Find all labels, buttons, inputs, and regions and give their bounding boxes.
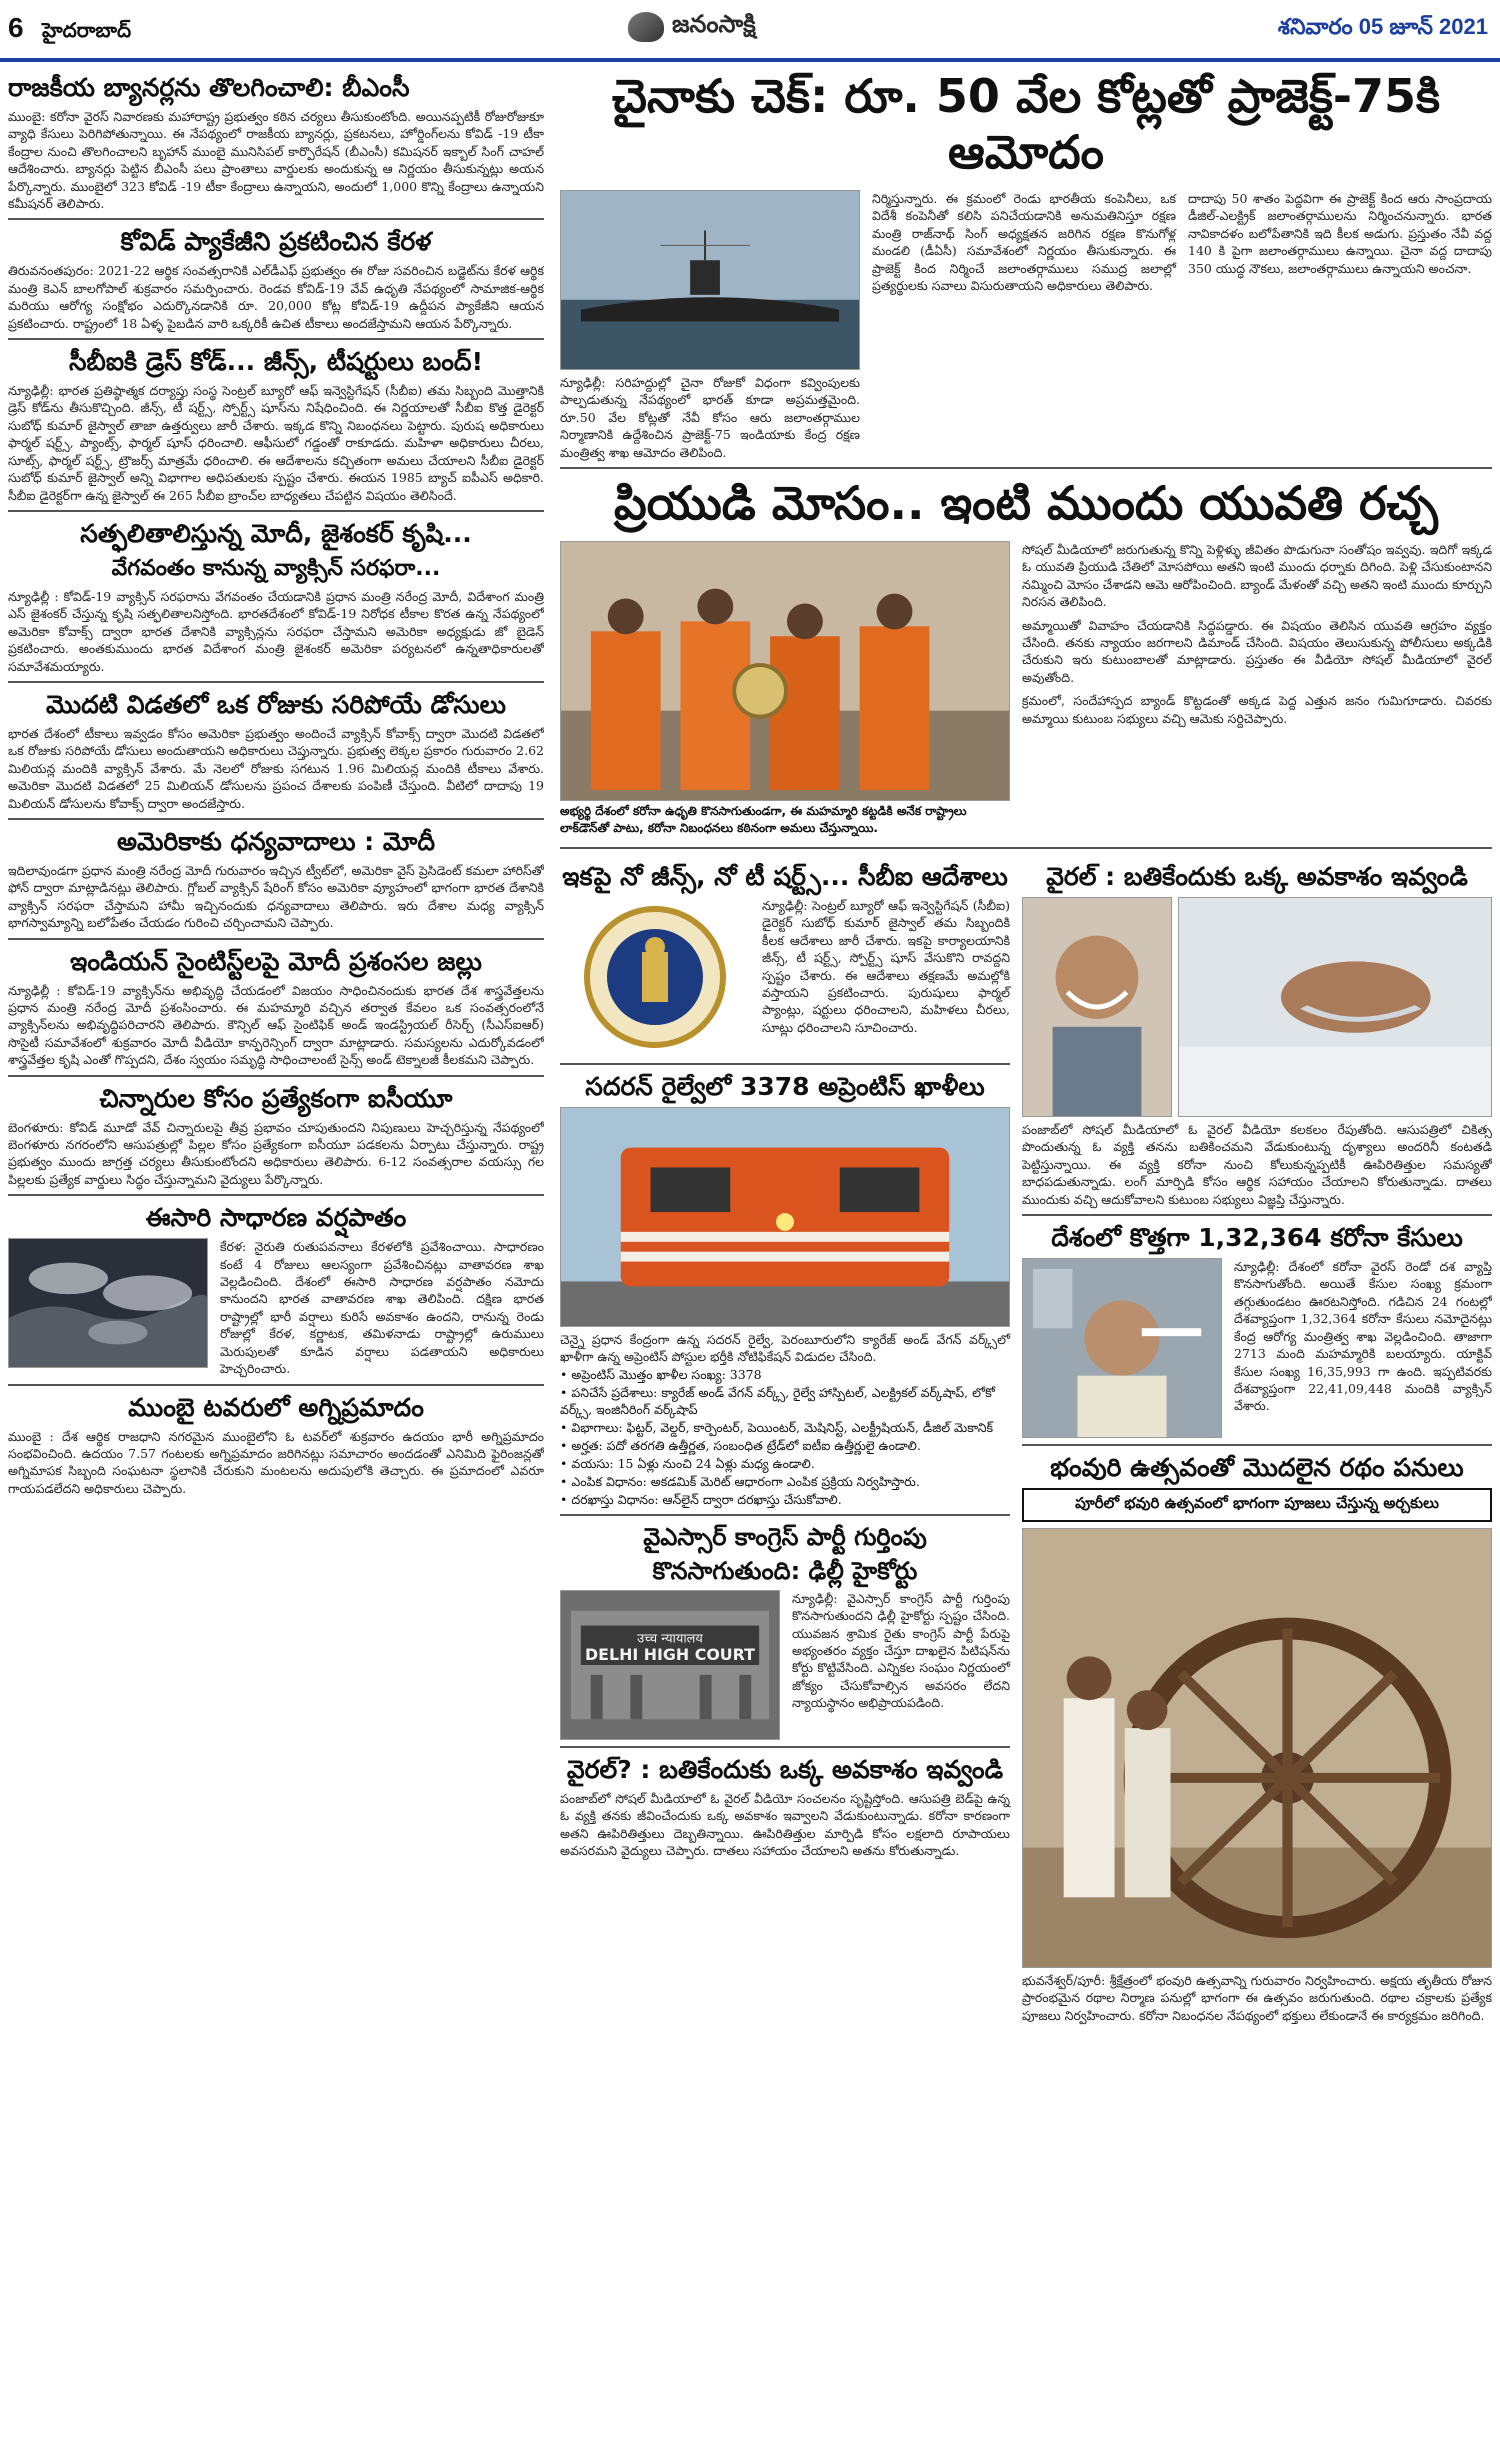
article-title: సదరన్ రైల్వేలో 3378 అప్రెంటిస్ ఖాళీలు — [585, 1072, 985, 1102]
section-name: హైదరాబాద్ — [42, 18, 132, 42]
article-title: రాజకీయ బ్యానర్లను తొలగించాలి: బీఎంసీ — [8, 73, 410, 102]
article-title: ఇండియన్ సైంటిస్ట్‌లపై మోదీ ప్రశంసల జల్లు — [70, 946, 482, 976]
photo-tagline: పూరీలో భవురి ఉత్సవంలో భాగంగా పూజలు చేస్తున్న అర్చకులు — [1022, 1488, 1492, 1522]
article-body: ఇదిలావుండగా ప్రధాన మంత్రి నరేంద్ర మోదీ గురువారం ఇచ్చిన ట్వీట్‌లో, అమెరికా వైస్ ప్రెసిడెంట్ కమలా హారిస్‌తో ఫోన్ ద్వారా మాట్లాడినట్లు తెలిపారు. గ్లోబల్ వ్యాక్సిన్ షేరింగ్ కోసం అమెరికా వ్యూహంలో భాగంగా భారత దేశానికి వ్యాక్సిన్ సరఫరా చేస్తామని హామీ ఇచ్చినందుకు ధన్యవాదాలు తెలిపారు. ఇరు దేశాల మధ్య వ్యాక్సిన్ భాగస్వామ్యాన్ని బలోపేతం చేయడం గురించి చర్చించామని చెప్పారు. — [8, 862, 544, 931]
article-title: మొదటి విడతలో ఒక రోజుకు సరిపోయే డోసులు — [46, 689, 506, 719]
lead-headline: చైనాకు చెక్: రూ. 50 వేల కోట్లతో ప్రాజెక్ట్-75కి ఆమోదం — [612, 69, 1440, 179]
article-body: న్యూఢిల్లీ : కోవిడ్-19 వ్యాక్సిన్‌ను అభివృద్ధి చేయడంలో విజయం సాధించినందుకు భారత దేశ శాస్త్రవేత్తలను ప్రధాన మంత్రి నరేంద్ర మోదీ ప్రశంసించారు. ఈ మహమ్మారి వచ్చిన తర్వాత కేవలం ఒక సంవత్సరంలోనే వ్యాక్సిన్‌లను అభివృద్ధిపరిచారని తెలిపారు. కౌన్సిల్ ఆఫ్ సైంటిఫిక్ అండ్ ఇండస్ట్రియల్ రీసెర్చ్ (సీఎస్ఐఆర్) సొసైటీ సమావేశంలో శుక్రవారం మోదీ వీడియో కాన్ఫరెన్సింగ్ ద్వారా మాట్లాడారు. సమస్యలను ఎదుర్కోవడంలో శాస్త్రవేత్తల కృషి ఎంతో గొప్పదని, దేశం స్వయం సమృద్ధి సాధించాలంటే సైన్స్ అండ్ టెక్నాలజీ కీలకమని చెప్పారు. — [8, 982, 544, 1068]
article-body: సోషల్ మీడియాలో జరుగుతున్న కొన్ని పెళ్లిళ్ళు జీవితం పొడుగునా సంతోషం ఇవ్వవు. ఇదిగో ఇక్కడ ఓ యువతి ప్రియుడి చేతిలో మోసపోయి అతని ఇంటి ముందు ధర్నాకు దిగింది. పెళ్లి చేసుకుంటానని నమ్మించి మోసం చేశాడని ఆమె ఆరోపించింది. బ్యాండ్ మేళంతో వచ్చి అతని ఇంటి ముందు కూర్చుని నిరసన తెలిపింది. — [1022, 542, 1492, 610]
page-number: 6 — [8, 12, 24, 43]
logo-emblem-icon — [628, 12, 664, 42]
list-item: • ఎంపిక విధానం: అకడమిక్ మెరిట్ ఆధారంగా ఎంపిక ప్రక్రియ నిర్వహిస్తారు. — [560, 1473, 920, 1489]
divider — [1022, 1444, 1492, 1446]
divider — [8, 1194, 544, 1196]
submarine-photo — [560, 190, 860, 370]
article-subtitle: కొనసాగుతుంది: ఢిల్లీ హైకోర్టు — [652, 1556, 918, 1585]
article-body: ముంబై : దేశ ఆర్థిక రాజధాని నగరమైన ముంబైలోని ఓ టవర్‌లో శుక్రవారం ఉదయం భారీ అగ్నిప్రమాదం సంభవించింది. ఉదయం 7.57 గంటలకు అగ్నిప్రమాదం జరిగినట్లు సమాచారం అందడంతో ఎనిమిది ఫైరింజన్లతో అగ్నిమాపక సిబ్బంది సంఘటనా స్థలానికి చేరుకుని మంటలను అదుపులోకి తెచ్చారు. ఈ ప్రమాదంలో ఎవరూ గాయపడలేదని అధికారులు చెప్పారు. — [8, 1428, 544, 1496]
newspaper-logo — [628, 10, 756, 44]
article-body: కేరళ: నైరుతి రుతుపవనాలు కేరళలోకి ప్రవేశించాయి. సాధారణం కంటే 4 రోజులు ఆలస్యంగా ప్రవేశించినట్లు వాతావరణ శాఖ వెల్లడించింది. దేశంలో ఈసారి సాధారణ వర్షపాతం నమోదు కానుందని భారత వాతావరణ శాఖ తెలిపింది. దక్షిణ భారత రాష్ట్రాల్లో భారీ వర్షాలు కురిసే అవకాశం ఉందని, రానున్న రెండు రోజుల్లో కేరళ, కర్ణాటక, తమిళనాడు రాష్ట్రాల్లో ఉరుములు మెరుపులతో కూడిన వర్షాలు పడతాయని అధికారులు హెచ్చరించారు. — [220, 1239, 544, 1377]
article-body: దాదాపు 50 శాతం పెద్దవిగా ఈ ప్రాజెక్ట్ కింద ఆరు సాంప్రదాయ డీజిల్-ఎలక్ట్రిక్ జలాంతర్గాములను నిర్మించనున్నారు. భారత నావికాదళం బలోపేతానికి ఇది కీలక అడుగు. ప్రస్తుతం నేవీ వద్ద 140 కి పైగా జలాంతర్గాములు ఉన్నాయి. చైనా వద్ద దాదాపు 350 యుద్ధ నౌకలు, జలాంతర్గాములు ఉన్నాయని అంచనా. — [1188, 191, 1492, 276]
divider — [8, 338, 544, 340]
chariot-wheel-photo — [1022, 1528, 1492, 1968]
article-title: చిన్నారుల కోసం ప్రత్యేకంగా ఐసీయూ — [99, 1083, 453, 1113]
court-sign-english: DELHI HIGH COURT — [585, 1644, 755, 1664]
photo-caption: అభ్యర్థి దేశంలో కరోనా ఉధృతి కొనసాగుతుండగా, ఈ మహమ్మారి కట్టడికి అనేక రాష్ట్రాలు లాక్‌డౌన్‌తో పాటు, కరోనా నిబంధనలు కఠినంగా అమలు చేస్తున్నాయి. — [560, 804, 967, 836]
masthead — [0, 0, 1500, 56]
high-court-photo — [560, 1590, 780, 1740]
article-title: సీబీఐకి డ్రెస్ కోడ్... జీన్స్, టీషర్టులు బంద్! — [69, 347, 483, 377]
divider — [560, 847, 1492, 849]
issue-date: శనివారం 05 జూన్ 2021 — [1277, 14, 1488, 39]
divider — [8, 681, 544, 683]
article-body: న్యూఢిల్లీ: దేశంలో కరోనా వైరస్ రెండో దశ వ్యాప్తి కొనసాగుతోంది. అయితే కేసుల సంఖ్య క్రమంగా తగ్గుతుండటం ఊరటనిస్తోంది. గడిచిన 24 గంటల్లో దేశవ్యాప్తంగా 1,32,364 కరోనా కేసులు నమోదైనట్లు కేంద్ర ఆరోగ్య మంత్రిత్వ శాఖ వెల్లడించింది. తాజాగా 2713 మంది మహమ్మారికి బలయ్యారు. యాక్టివ్ కేసుల సంఖ్య 16,35,993 గా ఉంది. ఇప్పటివరకు దేశవ్యాప్తంగా 22,41,09,448 మందికి వ్యాక్సిన్ వేశారు. — [1234, 1259, 1492, 1414]
article-title: దేశంలో కొత్తగా 1,32,364 కరోనా కేసులు — [1051, 1223, 1463, 1253]
cbi-emblem-image — [560, 897, 750, 1057]
article-body: తిరువనంతపురం: 2021-22 ఆర్థిక సంవత్సరానికి ఎల్‌డీఎఫ్ ప్రభుత్వం ఈ రోజు సవరించిన బడ్జెట్‌ను కేరళ ఆర్థిక మంత్రి కెఎన్ బాలగోపాల్ శుక్రవారం సమర్పించారు. రెండవ కోవిడ్-19 వేవ్ ఉధృతి నేపథ్యంలో సామాజిక-ఆర్థిక మరియు ఆరోగ్య సంక్షోభం ఎదుర్కొనడానికి రూ. 20,000 కోట్ల కోవిడ్-19 ఉద్దీపన ప్యాకేజీని ఆయన ప్రకటించారు. రాష్ట్రంలో 18 ఏళ్ళ పైబడిన వారి ఒక్కరికీ ఉచిత టీకాలు అందజేస్తామని ఆయన పేర్కొన్నారు. — [8, 263, 544, 331]
article-body: న్యూఢిల్లీ : కోవిడ్-19 వ్యాక్సిన్ సరఫరాను వేగవంతం చేయడానికి ప్రధాన మంత్రి నరేంద్ర మోదీ, విదేశాంగ మంత్రి ఎస్ జైశంకర్ చేస్తున్న కృషి సత్ఫలితాలనిస్తోంది. భారతదేశంలో కోవిడ్-19 నిరోధక టీకాల కొరత ఉన్న నేపథ్యంలో అమెరికా కోవాక్స్ ద్వారా భారత దేశానికి వ్యాక్సిన్లను సరఫరా చేస్తామని అమెరికా అధ్యక్షుడు జో బైడెన్ ప్రకటించారు. అంతకుముందు భారత విదేశాంగ మంత్రి జైశంకర్ అమెరికా పర్యటనలో ఉన్నతాధికారులతో సమావేశమయ్యారు. — [8, 588, 544, 674]
article-title: భంవురి ఉత్సవంతో మొదలైన రథం పనులు — [1050, 1453, 1464, 1483]
logo-text: జనంసాక్షి — [672, 10, 756, 38]
article-title: సత్ఫలితాలిస్తున్న మోదీ, జైశంకర్ కృషి... — [80, 518, 472, 548]
train-engine-photo — [560, 1107, 1010, 1327]
article-subtitle: వేగవంతం కానున్న వ్యాక్సిన్ సరఫరా... — [111, 555, 441, 581]
article-title: ఈసారి సాధారణ వర్షపాతం — [145, 1203, 407, 1233]
feature-headline: ప్రియుడి మోసం.. ఇంటి ముందు యువతి రచ్చ — [614, 476, 1438, 531]
article-body: భువనేశ్వర్/పూరీ: శ్రీక్షేత్రంలో భంవురి ఉత్సవాన్ని గురువారం నిర్వహించారు. అక్షయ తృతీయ రోజున ప్రారంభమైన రథాల నిర్మాణ పనుల్లో భాగంగా ఈ ఉత్సవం జరుగుతుంది. రథాల చక్రాలకు ప్రత్యేక పూజలు నిర్వహించారు. కరోనా నిబంధనల నేపథ్యంలో భక్తులు లేకుండానే ఈ కార్యక్రమం జరిగింది. — [1022, 1973, 1492, 2023]
article-body: న్యూఢిల్లీ: సెంట్రల్ బ్యూరో ఆఫ్ ఇన్వెస్టిగేషన్ (సీబీఐ) డైరెక్టర్ సుబోధ్ కుమార్ జైస్వాల్ తమ సిబ్బందికి కీలక ఆదేశాలు జారీ చేశారు. ఇకపై కార్యాలయానికి జీన్స్, టీ షర్ట్స్, స్పోర్ట్స్ షూస్ వేసుకొని రావద్దని స్పష్టం చేశారు. ఈ ఆదేశాలు తక్షణమే అమల్లోకి వస్తాయని ప్రకటించారు. పురుషులు ఫార్మల్ ప్యాంట్లు, షర్టులు ధరించాలని, మహిళలు చీరలు, సూట్లు ధరించాలని సూచించారు. — [762, 898, 1010, 1035]
satellite-weather-image — [8, 1238, 208, 1368]
divider — [560, 467, 1492, 469]
list-item: • పనిచేసే ప్రదేశాలు: క్యారేజ్ అండ్ వేగన్ వర్క్స్, రైల్వే హాస్పిటల్, ఎలక్ట్రికల్ వర్క్‌షాప్, లోకో వర్క్స్, ఇంజినీరింగ్ వర్క్‌షాప్ — [560, 1384, 995, 1417]
vacancy-list — [560, 1366, 1010, 1508]
divider — [560, 1514, 1010, 1516]
court-sign-hindi: उच्च न्यायालय — [637, 1631, 703, 1647]
article-title: ఇకపై నో జీన్స్, నో టీ షర్ట్స్... సీబీఐ ఆదేశాలు — [562, 862, 1008, 892]
article-body: న్యూఢిల్లీ: భారత ప్రతిష్ఠాత్మక దర్యాప్తు సంస్థ సెంట్రల్ బ్యూరో ఆఫ్ ఇన్వెస్టిగేషన్ (సీబీఐ) తమ సిబ్బంది మొత్తానికి డ్రెస్ కోడ్‌ను తీసుకొచ్చింది. జీన్స్, టీ షర్ట్స్, స్పోర్ట్స్ షూస్‌ను నిషేధించింది. ఈ నిర్ణయాలతో సీబీఐ కొత్త డైరెక్టర్ సుబోధ్ కుమార్ జైస్వాల్ తాజా ఉత్తర్వులు జారీ చేశారు. ఇక్కడ కొన్ని నిబంధనలు పెట్టారు. పురుష అధికారులు ఫార్మల్ షర్ట్స్, ప్యాంట్స్, ఫార్మల్ షూస్ ధరించాలి. ఆఫీసులో గడ్డంతో రాకూడదు. మహిళా అధికారులు చీరలు, సూట్స్, ఫార్మల్ షర్ట్స్, ట్రౌజర్స్ మాత్రమే ధరించాలి. ఈ ఆదేశాలను కచ్చితంగా అమలు చేయాలని సీబీఐ డైరెక్టర్ సుబోధ్ కుమార్ జైస్వాల్ అన్ని విభాగాల అధిపతులకు స్పష్టం చేశారు. ఈయన 1985 బ్యాచ్ ఐపీఎస్ అధికారి. సీబీఐ డైరెక్టర్‌గా ఉన్న జైస్వాల్ ఈ 265 సీబీఐ బ్రాంచ్‌ల బాధ్యతలు చేపట్టిన విషయం తెలిసిందే. — [8, 383, 544, 503]
divider — [1022, 1214, 1492, 1216]
patient-photo-right — [1178, 897, 1492, 1117]
article-body: న్యూఢిల్లీ: వైఎస్సార్ కాంగ్రెస్ పార్టీ గుర్తింపు కొనసాగుతుందని ఢిల్లీ హైకోర్టు స్పష్టం చేసింది. యువజన శ్రామిక రైతు కాంగ్రెస్ పార్టీ పేరుపై అభ్యంతరం వ్యక్తం చేస్తూ దాఖలైన పిటిషన్‌ను కోర్టు కొట్టివేసింది. ఎన్నికల సంఘం నిర్ణయంలో జోక్యం చేసుకోవాల్సిన అవసరం లేదని న్యాయస్థానం అభిప్రాయపడింది. — [792, 1590, 1010, 1711]
patient-photo-left — [1022, 897, 1172, 1117]
article-body: చెన్నై ప్రధాన కేంద్రంగా ఉన్న సదరన్ రైల్వే, పెరంబూరులోని క్యారేజ్ అండ్ వేగన్ వర్క్స్‌లో ఖాళీగా ఉన్న అప్రెంటిస్ పోస్టుల భర్తీకి నోటిఫికేషన్ విడుదల చేసింది. — [560, 1332, 1010, 1365]
article-body: అమ్మాయితో వివాహం చేయడానికి సిద్ధపడ్డారు. ఈ విషయం తెలిసిన యువతి ఆగ్రహం వ్యక్తం చేసింది. తనకు న్యాయం జరగాలని డిమాండ్ చేసింది. విషయం తెలుసుకున్న పోలీసులు అక్కడికి చేరుకుని ఇరు కుటుంబాలతో మాట్లాడారు. ప్రస్తుతం ఈ వీడియో సోషల్ మీడియాలో వైరల్ అవుతోంది. — [1022, 617, 1492, 685]
list-item: • అర్హత: పదో తరగతి ఉత్తీర్ణత, సంబంధిత ట్రేడ్‌లో ఐటీఐ ఉత్తీర్ణులై ఉండాలి. — [560, 1437, 921, 1453]
article-body: న్యూఢిల్లీ: సరిహద్దుల్లో చైనా రోజుకో విధంగా కవ్వింపులకు పాల్పడుతున్న నేపథ్యంలో భారత్ కూడా అప్రమత్తమైంది. రూ.50 వేల కోట్లతో నేవీ కోసం ఆరు జలాంతర్గాముల నిర్మాణానికి ఉద్దేశించిన ప్రాజెక్ట్-75 ఇండియాకు కేంద్ర రక్షణ మంత్రిత్వ శాఖ ఆమోదం తెలిపింది. — [560, 375, 860, 460]
right-area — [560, 66, 1492, 2460]
article-title: అమెరికాకు ధన్యవాదాలు : మోదీ — [116, 826, 435, 856]
left-column — [8, 66, 544, 2460]
article-body: పంజాబ్‌లో సోషల్ మీడియాలో ఓ వైరల్ వీడియో సంచలనం సృష్టిస్తోంది. ఆసుపత్రి బెడ్‌పై ఉన్న ఓ వ్యక్తి తనకు జీవించేందుకు ఒక్క అవకాశం ఇవ్వాలని వేడుకుంటున్నాడు. కరోనా కారణంగా అతని ఊపిరితిత్తులు దెబ్బతిన్నాయి. ఊపిరితిత్తుల మార్పిడి కోసం లక్షలాది రూపాయలు అవసరమని వైద్యులు చెప్పారు. దాతలు సహాయం చేయాలని అతను కోరుతున్నాడు. — [560, 1790, 1010, 1859]
article-title: వైరల్? : బతికేందుకు ఒక్క అవకాశం ఇవ్వండి — [566, 1754, 1004, 1784]
divider — [560, 1063, 1010, 1065]
article-title: వైరల్ : బతికేందుకు ఒక్క అవకాశం ఇవ్వండి — [1046, 862, 1468, 892]
divider — [8, 1384, 544, 1386]
divider — [8, 510, 544, 512]
divider — [8, 1075, 544, 1077]
article-body: క్రమంలో, సందేహాస్పద బ్యాండ్ కొట్టడంతో అక్కడ పెద్ద ఎత్తున జనం గుమిగూడారు. చివరకు అమ్మాయి కుటుంబ సభ్యులు వచ్చి ఆమెకు సర్దిచెప్పారు. — [1022, 693, 1492, 726]
list-item: • దరఖాస్తు విధానం: ఆన్‌లైన్ ద్వారా దరఖాస్తు చేసుకోవాలి. — [560, 1491, 842, 1507]
masthead-rule — [0, 58, 1500, 62]
divider — [8, 938, 544, 940]
divider — [8, 218, 544, 220]
article-body: బెంగళూరు: కోవిడ్ మూడో వేవ్ చిన్నారులపై తీవ్ర ప్రభావం చూపుతుందని నిపుణులు హెచ్చరిస్తున్న నేపథ్యంలో బెంగళూరు నగరంలోని ఆసుపత్రుల్లో పిల్లల కోసం ప్రత్యేకంగా ఐసీయూ పడకలను ఏర్పాటు చేస్తున్నారు. రాష్ట్ర ప్రభుత్వం ముందు జాగ్రత్త చర్యలు తీసుకుంటోందని అధికారులు తెలిపారు. 6-12 సంవత్సరాల వయస్సు గల పిల్లలకు ప్రత్యేక వార్డులు సిద్ధం చేస్తున్నామని వైద్యులు పేర్కొన్నారు. — [8, 1119, 544, 1187]
divider — [8, 818, 544, 820]
article-body: నిర్మిస్తున్నారు. ఈ క్రమంలో రెండు భారతీయ కంపెనీలు, ఒక విదేశీ కంపెనీతో కలిసి పనిచేయడానికి అనుమతినిస్తూ రక్షణ మంత్రి రాజ్‌నాథ్ సింగ్ అధ్యక్షతన జరిగిన రక్షణ కొనుగోళ్ల మండలి (డీఏసీ) సమావేశంలో నిర్ణయం తీసుకున్నారు. ఈ ప్రాజెక్ట్ కింద నిర్మించే జలాంతర్గాములు సముద్ర జలాల్లో ప్రత్యర్థులకు సవాలు విసురుతాయని అధికారులు తెలిపారు. — [872, 191, 1176, 294]
list-item: • విభాగాలు: ఫిట్టర్, వెల్డర్, కార్పెంటర్, పెయింటర్, మెషినిస్ట్, ఎలక్ట్రీషియన్, డీజిల్ మెకానిక్ — [560, 1419, 994, 1435]
list-item: • అప్రెంటిస్ మొత్తం ఖాళీల సంఖ్య: 3378 — [560, 1366, 762, 1382]
covid-test-photo — [1022, 1258, 1222, 1438]
list-item: • వయసు: 15 ఏళ్లు నుంచి 24 ఏళ్లు మధ్య ఉండాలి. — [560, 1455, 815, 1471]
divider — [560, 1746, 1010, 1748]
article-body: ముంబై: కరోనా వైరస్ నివారణకు మహారాష్ట్ర ప్రభుత్వం కఠిన చర్యలు తీసుకుంటోంది. అయినప్పటికీ రోజురోజుకూ వ్యాధి కేసులు పెరిగిపోతున్నాయి. ఈ నేపథ్యంలో రాజకీయ బ్యానర్లు, ప్రకటనలు, హోర్డింగ్‌లను కోవిడ్ -19 టీకా కేంద్రాల నుంచి తొలగించాలని బృహాన్ ముంబై మునిసిపల్ కార్పొరేషన్ (బీఎంసీ) కమిషనర్ ఇక్బాల్ సింగ్ చాహల్ ఆదేశించారు. బ్యానర్లు పెట్టిన బీఎంసీ పలు ప్రాంతాలు వార్డులకు అందుకున్న ఆ నిర్ణయం తీసుకున్నట్లు అయన పేర్కొన్నారు. ముంబైలో 323 కోవిడ్ -19 టీకా కేంద్రాలు ఉన్నాయని, అందులో 1,000 కొన్ని కేంద్రాలు ఉన్నాయని కమీషనర్ తెలిపారు. — [8, 109, 544, 212]
article-body: పంజాబ్‌లో సోషల్ మీడియాలో ఓ వైరల్ వీడియో కలకలం రేపుతోంది. ఆసుపత్రిలో చికిత్స పొందుతున్న ఓ వ్యక్తి తనను బతికించమని వేడుకుంటున్న దృశ్యాలు అందరినీ కంటతడి పెట్టిస్తున్నాయి. ఈ వ్యక్తి కరోనా నుంచి కోలుకున్నప్పటికీ ఊపిరితిత్తుల సమస్యతో బాధపడుతున్నాడు. లంగ్ మార్పిడి కోసం ఆర్థిక సహాయం చేయాలని కోరుతున్నాడు. దాతలు ముందుకు వచ్చి ఆదుకోవాలని కుటుంబ సభ్యులు విజ్ఞప్తి చేస్తున్నారు. — [1022, 1122, 1492, 1207]
article-title: కోవిడ్ ప్యాకేజీని ప్రకటించిన కేరళ — [120, 227, 432, 257]
article-body: భారత దేశంలో టీకాలు ఇవ్వడం కోసం అమెరికా ప్రభుత్వం అందించే వ్యాక్సిన్ కోవాక్స్ ద్వారా మొదటి విడతలో ఒక రోజుకు సరిపోయే డోసులు అందుతాయని అధికారులు చెప్తున్నారు. ప్రభుత్వ లెక్కల ప్రకారం గురువారం 2.62 మిలియన్ల మందికి వ్యాక్సిన్ వేశారు. మే నెలలో రోజుకు సగటున 1.96 మిలియన్ల మందికి టీకాలు వేశారు. అమెరికా మొదటి విడతలో 25 మిలియన్ డోసులను ప్రపంచ దేశాలకు పంపిణీ చేస్తుంది. వీటిలో దాదాపు 19 మిలియన్ డోసులను కోవాక్స్ ద్వారా అందజేస్తారు. — [8, 725, 544, 811]
article-title: వైఎస్సార్ కాంగ్రెస్ పార్టీ గుర్తింపు — [643, 1522, 927, 1551]
article-title: ముంబై టవరులో అగ్నిప్రమాదం — [128, 1392, 424, 1422]
band-performers-photo — [560, 541, 1010, 801]
